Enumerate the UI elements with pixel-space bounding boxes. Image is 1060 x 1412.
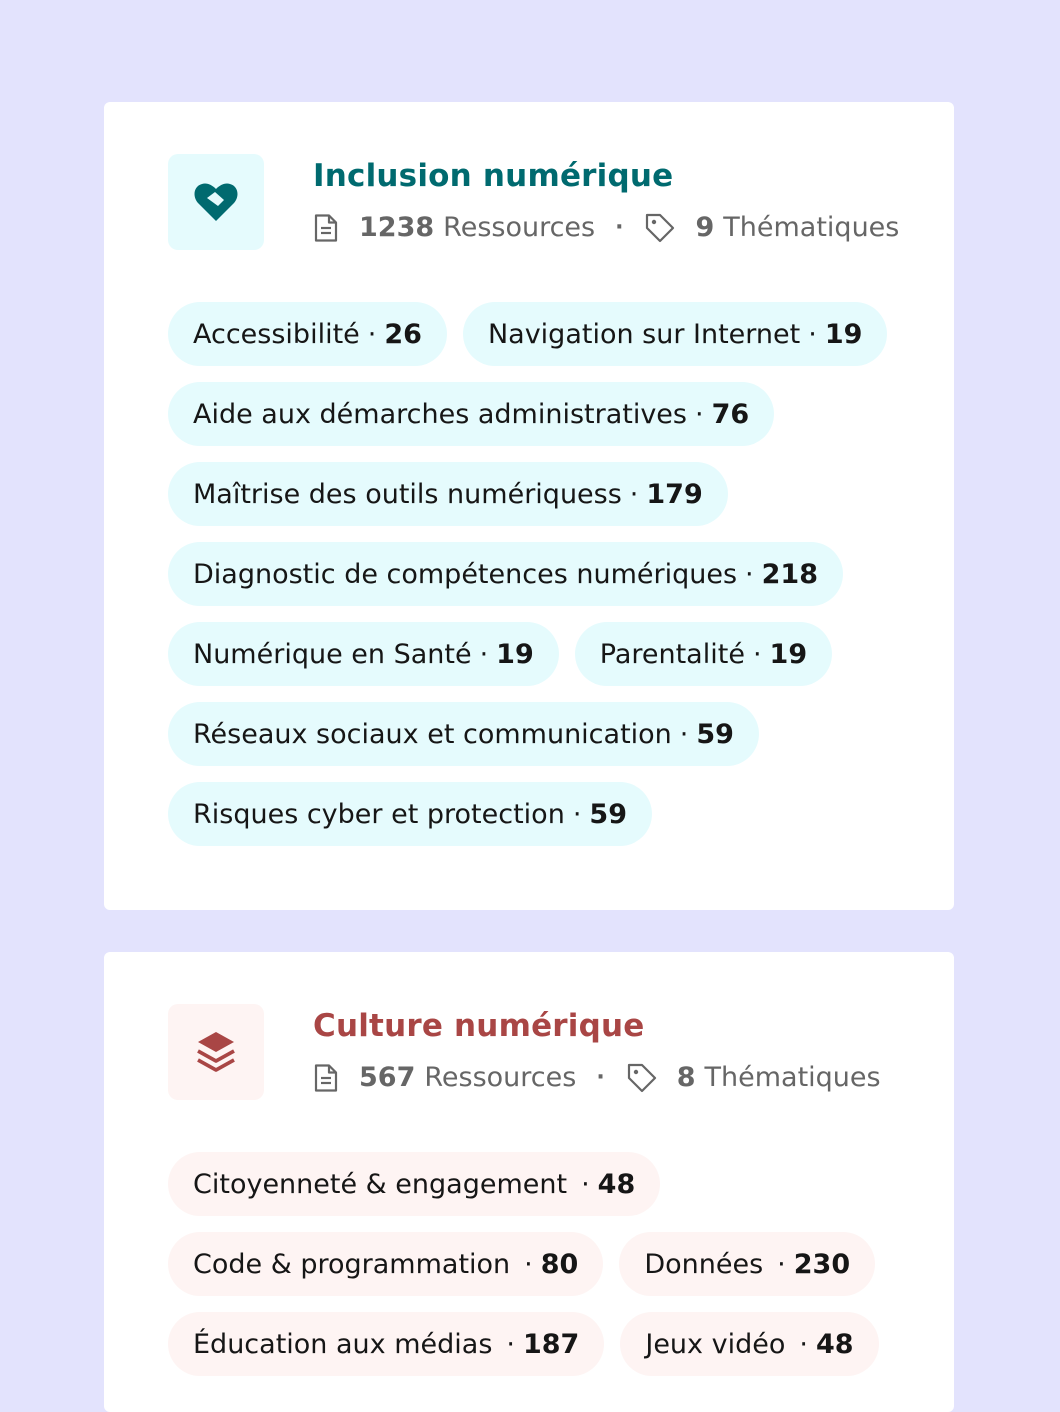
tag-chip[interactable] bbox=[168, 462, 728, 526]
tag-chip[interactable] bbox=[168, 702, 759, 766]
themes-count: 9 bbox=[695, 212, 715, 243]
resources-label: Ressources bbox=[443, 212, 596, 243]
tag-separator: · bbox=[679, 718, 689, 750]
tag-count: 187 bbox=[522, 1328, 580, 1360]
category-icon-tile bbox=[168, 154, 264, 250]
tag-count: 26 bbox=[384, 318, 422, 350]
tag-count: 218 bbox=[761, 558, 818, 590]
tag-separator: · bbox=[572, 798, 582, 830]
themes-label: Thématiques bbox=[704, 1062, 881, 1093]
tag-separator: · bbox=[524, 1248, 533, 1280]
tag-count: 48 bbox=[815, 1328, 854, 1360]
tag-count: 48 bbox=[597, 1168, 636, 1200]
tag-separator: · bbox=[695, 398, 704, 430]
tag-count: 19 bbox=[496, 638, 534, 670]
category-icon-tile bbox=[168, 1004, 264, 1100]
themes-label: Thématiques bbox=[723, 212, 900, 243]
tag-separator: · bbox=[752, 638, 762, 670]
tag-label: Maîtrise des outils numériquess bbox=[193, 478, 622, 510]
meta-separator: · bbox=[596, 1065, 605, 1090]
tag-label: Parentalité bbox=[599, 638, 745, 670]
tag-label: Réseaux sociaux et communication bbox=[193, 718, 672, 750]
stack-layers-icon bbox=[195, 1030, 237, 1074]
tag-separator: · bbox=[745, 558, 754, 590]
tag-label: Citoyenneté & engagement bbox=[193, 1168, 568, 1200]
resources-count: 567 bbox=[359, 1062, 416, 1093]
tag-label: Jeux vidéo bbox=[645, 1328, 786, 1360]
tag-chip[interactable] bbox=[168, 1312, 604, 1376]
tag-chip[interactable] bbox=[168, 782, 652, 846]
resources-label: Ressources bbox=[424, 1062, 577, 1093]
tag-label: Données bbox=[644, 1248, 764, 1280]
tag-count: 59 bbox=[589, 798, 627, 830]
meta-separator: · bbox=[615, 215, 624, 240]
tag-separator: · bbox=[367, 318, 377, 350]
tag-separator: · bbox=[629, 478, 639, 510]
tag-chip[interactable] bbox=[168, 1232, 603, 1296]
tag-icon bbox=[645, 213, 675, 243]
tag-chip[interactable] bbox=[575, 622, 832, 686]
tag-chip[interactable] bbox=[463, 302, 887, 366]
tag-chip[interactable] bbox=[619, 1232, 875, 1296]
tag-separator: · bbox=[777, 1248, 786, 1280]
tag-label: Diagnostic de compétences numériques bbox=[193, 558, 738, 590]
tag-chip[interactable] bbox=[168, 622, 559, 686]
category-card-inclusion bbox=[104, 102, 954, 910]
tag-chip[interactable] bbox=[168, 302, 447, 366]
tag-count: 76 bbox=[711, 398, 750, 430]
tag-separator: · bbox=[506, 1328, 515, 1360]
tag-label: Numérique en Santé bbox=[193, 638, 472, 670]
tag-count: 19 bbox=[824, 318, 863, 350]
tag-separator: · bbox=[799, 1328, 808, 1360]
card-title: Inclusion numérique bbox=[313, 158, 674, 194]
document-icon bbox=[313, 1064, 339, 1092]
themes-count: 8 bbox=[676, 1062, 696, 1093]
tag-icon bbox=[627, 1063, 657, 1093]
tag-chip[interactable] bbox=[168, 542, 843, 606]
tag-count: 230 bbox=[793, 1248, 851, 1280]
document-icon bbox=[313, 214, 339, 242]
tag-label: Risques cyber et protection bbox=[193, 798, 565, 830]
handshake-heart-icon bbox=[193, 181, 239, 223]
tag-label: Code & programmation bbox=[193, 1248, 511, 1280]
tag-count: 59 bbox=[696, 718, 734, 750]
tag-chip[interactable] bbox=[168, 382, 774, 446]
tag-list bbox=[168, 302, 914, 846]
tag-chip[interactable] bbox=[620, 1312, 878, 1376]
tag-list bbox=[168, 1152, 914, 1376]
tag-separator: · bbox=[581, 1168, 590, 1200]
tag-separator: · bbox=[479, 638, 489, 670]
tag-label: Aide aux démarches administratives bbox=[193, 398, 687, 430]
tag-label: Éducation aux médias bbox=[193, 1328, 493, 1360]
card-meta bbox=[313, 1062, 881, 1093]
tag-label: Accessibilité bbox=[193, 318, 360, 350]
tag-count: 80 bbox=[540, 1248, 579, 1280]
tag-separator: · bbox=[808, 318, 817, 350]
tag-chip[interactable] bbox=[168, 1152, 660, 1216]
card-title: Culture numérique bbox=[313, 1008, 645, 1044]
resources-count: 1238 bbox=[359, 212, 435, 243]
tag-label: Navigation sur Internet bbox=[487, 318, 801, 350]
tag-count: 19 bbox=[769, 638, 808, 670]
category-card-culture bbox=[104, 952, 954, 1412]
tag-count: 179 bbox=[646, 478, 703, 510]
card-meta bbox=[313, 212, 899, 243]
